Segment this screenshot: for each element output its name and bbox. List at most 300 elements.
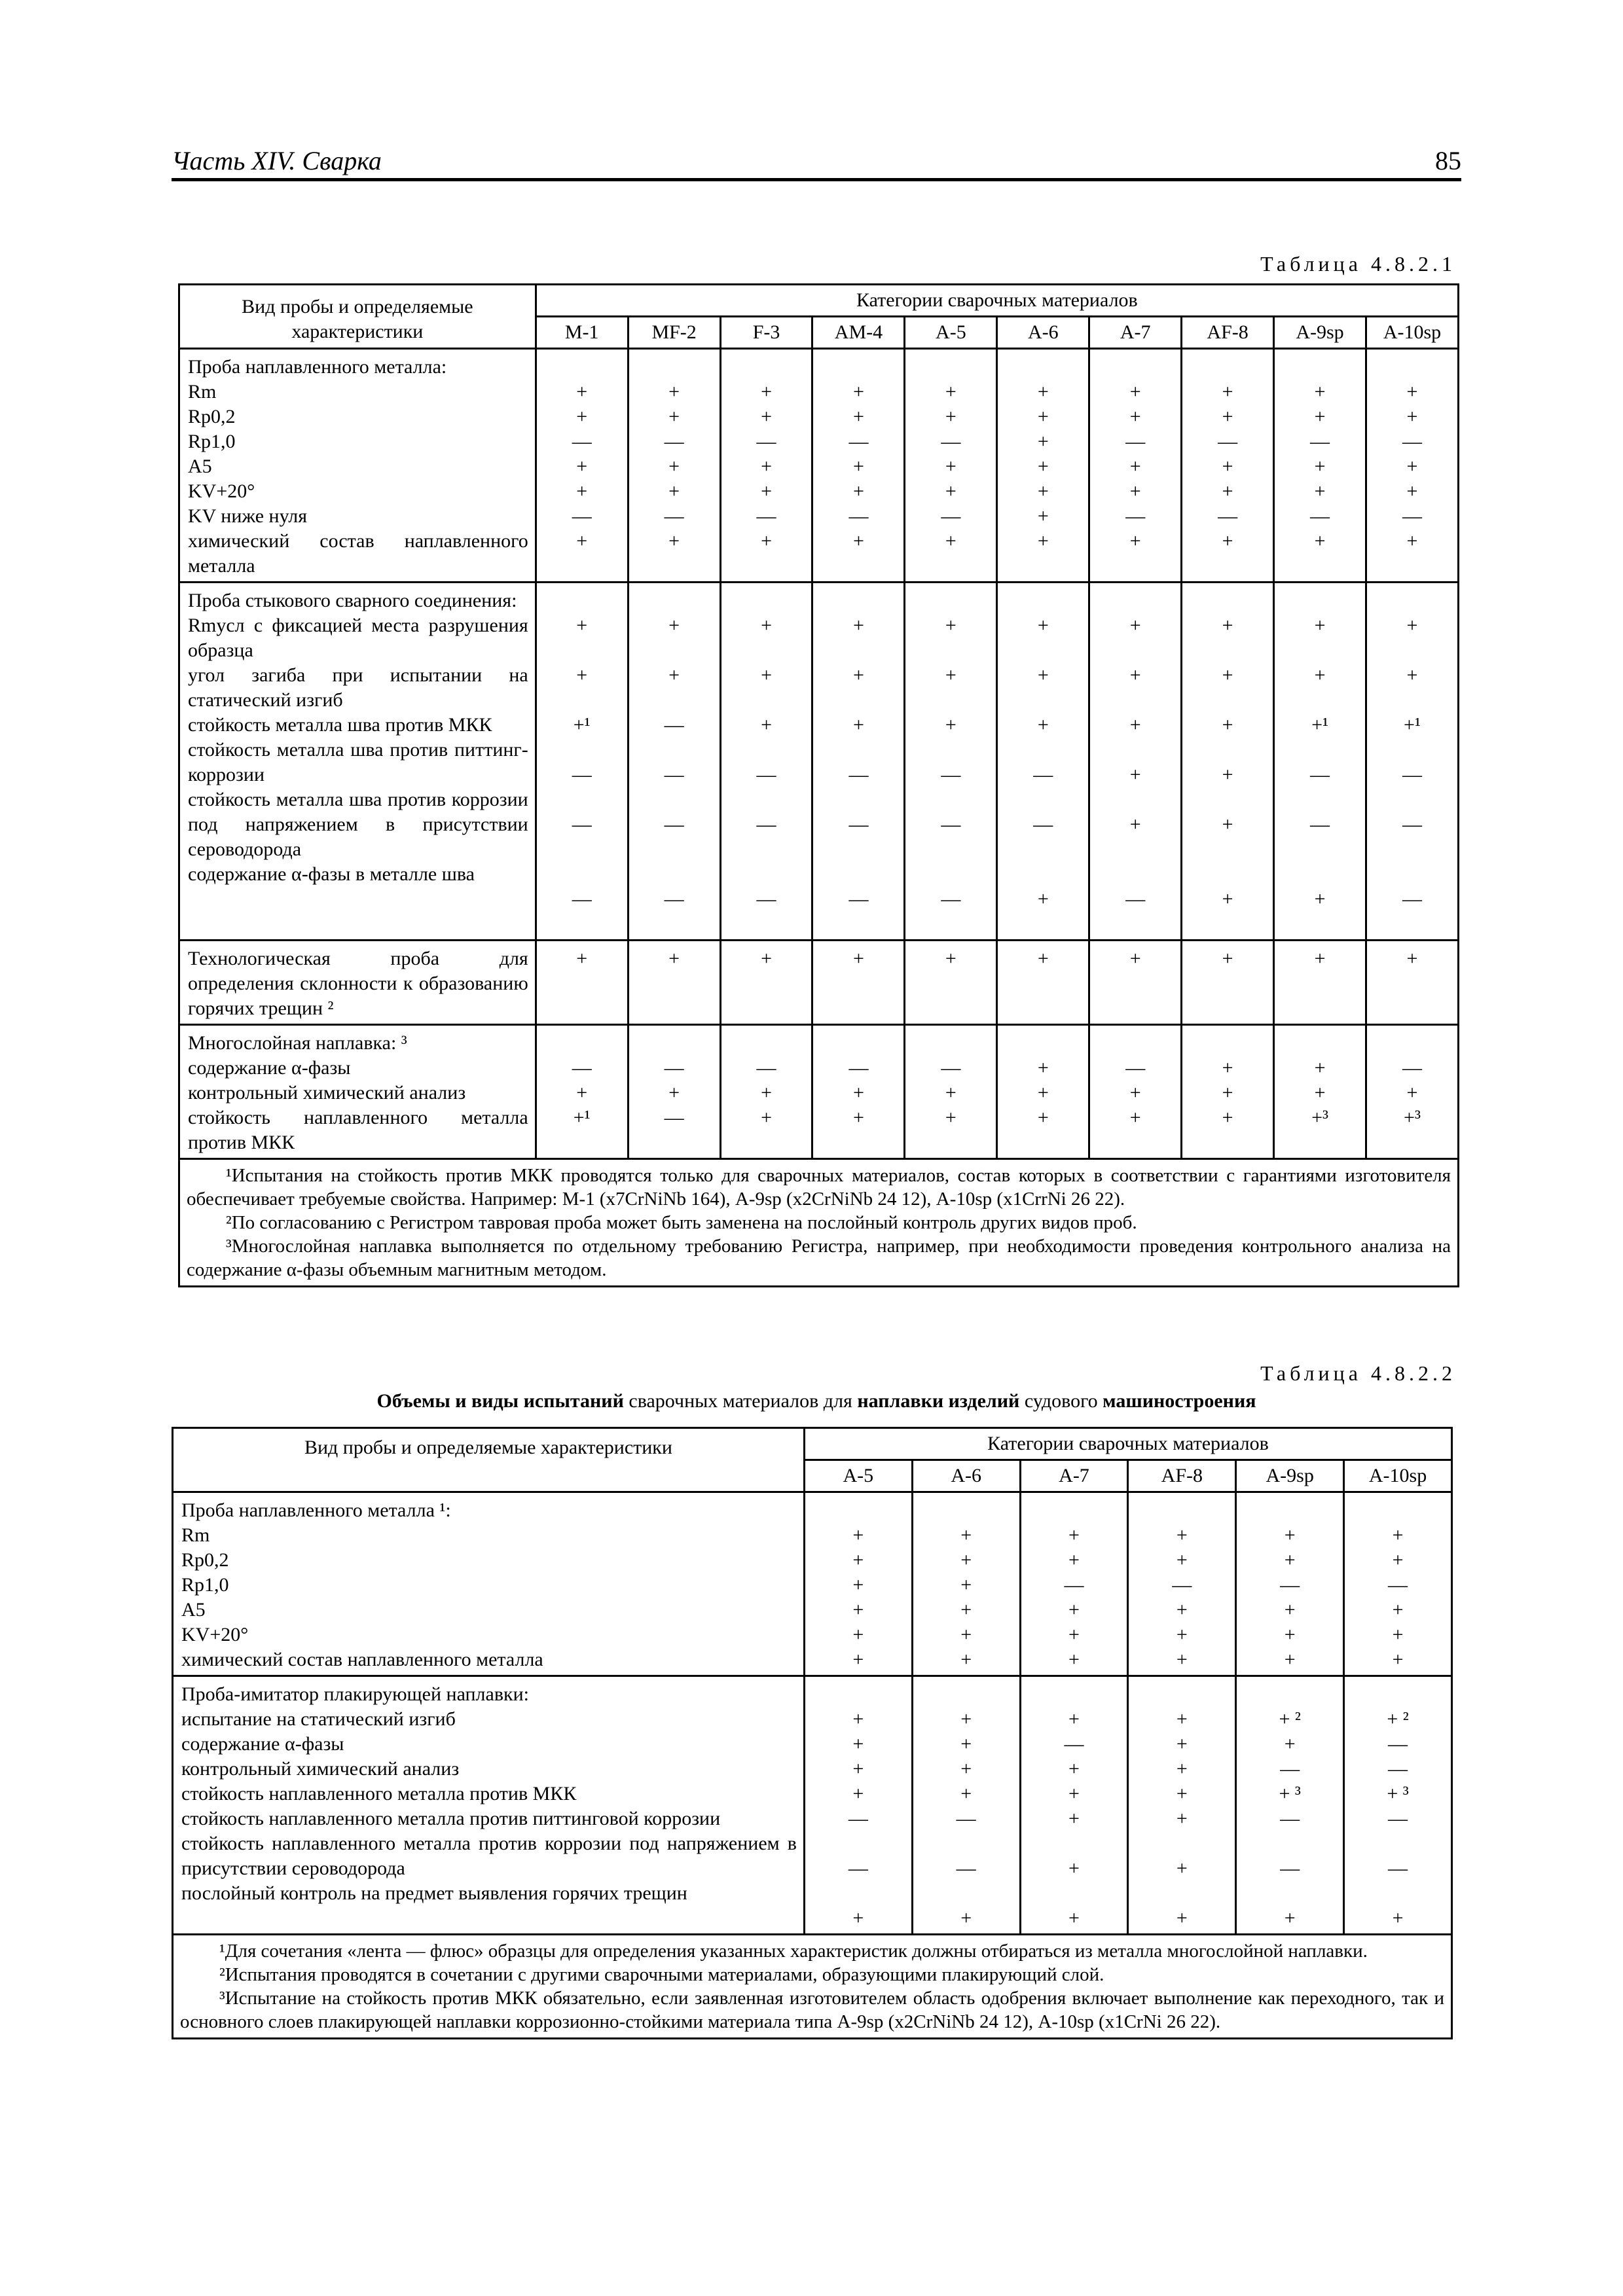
- cell-value: —: [1064, 1574, 1084, 1596]
- value-cell: [1089, 349, 1182, 583]
- cell-value: +: [576, 615, 588, 636]
- cell-value: +: [945, 948, 957, 969]
- cell-value: +: [668, 1082, 680, 1103]
- row-label: Rmусл с фиксацией места разрушения образца: [188, 615, 528, 661]
- cell-value: +: [1068, 1907, 1080, 1929]
- cell-value: +: [1406, 948, 1418, 969]
- cell-value: —: [1125, 431, 1146, 452]
- cell-value: —: [1402, 814, 1422, 835]
- cell-value: +: [1222, 480, 1233, 502]
- cell-value: +: [1176, 1808, 1188, 1829]
- cell-value: —: [572, 431, 592, 452]
- cell-value: +: [576, 1082, 588, 1103]
- value-cell: [536, 941, 628, 1025]
- spacer: [913, 1682, 1019, 1707]
- row-label: A5: [188, 456, 212, 477]
- cell-value: +: [1284, 1907, 1296, 1929]
- value-cell: [1274, 941, 1366, 1025]
- table2-title-part2: сварочных материалов для: [623, 1390, 858, 1412]
- cell-value: +: [1037, 714, 1049, 736]
- row-label: контрольный химический анализ: [181, 1758, 460, 1780]
- cell-value: +: [945, 714, 957, 736]
- footnote: ²По согласованию с Регистром тавровая проба может быть заменена на послойный контроль других видов проб.: [226, 1212, 1137, 1233]
- cell-value: +: [576, 664, 588, 686]
- cell-value: +: [1037, 948, 1049, 969]
- value-cell: [1344, 1676, 1452, 1935]
- cell-value: —: [1402, 431, 1422, 452]
- group-title: Многослойная наплавка: ³: [188, 1032, 407, 1054]
- value-cell: [997, 583, 1089, 941]
- cell-value: +: [1129, 714, 1141, 736]
- row-label: химический состав наплавленного металла: [188, 530, 528, 577]
- cell-value: +: [1068, 1624, 1080, 1645]
- cell-value: —: [572, 814, 592, 835]
- property-cell: [179, 941, 536, 1025]
- spacer: [998, 1031, 1088, 1056]
- value-cell: [912, 1676, 1020, 1935]
- cell-value: +: [668, 530, 680, 552]
- cell-value: +: [1222, 381, 1233, 403]
- value-cell: [905, 349, 997, 583]
- group-title: Проба наплавленного металла ¹:: [181, 1499, 451, 1521]
- cell-value: +: [761, 714, 772, 736]
- cell-value: +: [1406, 530, 1418, 552]
- cell-value: +: [1406, 1082, 1418, 1103]
- table2-title-part5: машиностроения: [1103, 1390, 1256, 1412]
- group-title: Проба наплавленного металла:: [188, 356, 447, 378]
- cell-value: —: [1280, 1758, 1300, 1780]
- column-header: A-6: [997, 317, 1089, 349]
- cell-value: +: [1176, 1524, 1188, 1546]
- value-cell: [1089, 1025, 1182, 1159]
- cell-value: —: [572, 888, 592, 910]
- footnote: ³Испытание на стойкость против МКК обязательно, если заявленная изготовителем область одобрения включает выполнение как переходного, так и основного слоев плакирующей наплавки коррозионно-стойкими материала типа А-9sp (x2CrNiNb 24 12), А-10sp (x1CrNi 26 22).: [180, 1988, 1444, 2032]
- cell-value: +: [1068, 1783, 1080, 1804]
- table-row-group: [173, 1492, 1452, 1676]
- cell-value: +: [1284, 1624, 1296, 1645]
- cell-value: —: [848, 1857, 868, 1879]
- cell-value: +: [1037, 381, 1049, 403]
- cell-value: +: [761, 456, 772, 477]
- cell-value: +¹: [573, 1107, 591, 1128]
- value-cell: [1182, 1025, 1274, 1159]
- cell-value: +: [945, 615, 957, 636]
- value-cell: [536, 349, 628, 583]
- cell-value: +: [852, 714, 864, 736]
- cell-value: —: [756, 814, 776, 835]
- value-cell: [812, 349, 905, 583]
- cell-value: +: [852, 456, 864, 477]
- spacer: [905, 588, 996, 613]
- cell-value: —: [956, 1857, 976, 1879]
- cell-value: +: [1129, 406, 1141, 427]
- cell-value: +: [1406, 456, 1418, 477]
- cell-value: +: [761, 1107, 772, 1128]
- spacer: [905, 1031, 996, 1056]
- cell-value: +: [1037, 1057, 1049, 1079]
- cell-value: —: [848, 431, 869, 452]
- cell-value: +: [1222, 664, 1233, 686]
- cell-value: +: [852, 1624, 864, 1645]
- cell-value: —: [1310, 431, 1330, 452]
- cell-value: +: [945, 480, 957, 502]
- table-row-group: [179, 941, 1459, 1025]
- column-header: F-3: [720, 317, 812, 349]
- group-title: Проба-имитатор плакирующей наплавки:: [181, 1683, 529, 1705]
- value-cell: [720, 941, 812, 1025]
- cell-value: +: [945, 381, 957, 403]
- cell-value: —: [756, 505, 776, 527]
- spacer: [721, 355, 812, 380]
- spacer: [1367, 1031, 1457, 1056]
- cell-value: +: [1129, 480, 1141, 502]
- value-cell: [905, 941, 997, 1025]
- cell-value: —: [572, 1057, 592, 1079]
- table1-header-categories: Категории сварочных материалов: [536, 285, 1458, 317]
- cell-value: +: [1222, 1107, 1233, 1128]
- cell-value: +: [1176, 1599, 1188, 1621]
- cell-value: +: [852, 1783, 864, 1804]
- cell-value: +: [668, 664, 680, 686]
- column-header: AM-4: [812, 317, 905, 349]
- spacer: [813, 1031, 903, 1056]
- cell-value: +: [1129, 664, 1141, 686]
- cell-value: +: [960, 1574, 972, 1596]
- value-cell: [1236, 1676, 1344, 1935]
- cell-value: +¹: [573, 714, 591, 736]
- spacer: [913, 1498, 1019, 1523]
- cell-value: —: [1388, 1758, 1408, 1780]
- row-label: Rp1,0: [181, 1574, 229, 1596]
- column-header: A-9sp: [1236, 1460, 1344, 1492]
- spacer: [1182, 588, 1273, 613]
- row-label: Rm: [181, 1524, 210, 1546]
- table-row-group: [179, 583, 1459, 941]
- cell-value: +: [1392, 1649, 1404, 1670]
- spacer: [1237, 1682, 1343, 1707]
- cell-value: —: [1310, 764, 1330, 785]
- cell-value: —: [1388, 1574, 1408, 1596]
- cell-value: —: [848, 888, 869, 910]
- table-row-group: [179, 349, 1459, 583]
- cell-value: +: [852, 530, 864, 552]
- cell-value: +: [1314, 480, 1326, 502]
- table2-caption: Таблица 4.8.2.2: [1260, 1361, 1456, 1385]
- table2-title-part3: наплавки изделий: [857, 1390, 1020, 1412]
- cell-value: +: [1406, 615, 1418, 636]
- row-label: KV ниже нуля: [188, 505, 308, 527]
- table-row-group: [179, 1025, 1459, 1159]
- row-label: Технологическая проба для определения склонности к образованию горячих трещин ²: [188, 948, 528, 1019]
- value-cell: [628, 1025, 720, 1159]
- value-cell: [997, 1025, 1089, 1159]
- cell-value: +: [668, 456, 680, 477]
- value-cell: [1366, 941, 1458, 1025]
- value-cell: [720, 583, 812, 941]
- column-header: A-6: [912, 1460, 1020, 1492]
- cell-value: +: [960, 1907, 972, 1929]
- cell-value: —: [1402, 505, 1422, 527]
- cell-value: —: [664, 1107, 684, 1128]
- table2-header-categories: Категории сварочных материалов: [804, 1428, 1451, 1460]
- spacer: [1129, 1682, 1235, 1707]
- cell-value: +: [1176, 1549, 1188, 1571]
- table2: [172, 1427, 1453, 2039]
- table1-header-property: Вид пробы и определяемые характеристики: [179, 285, 536, 349]
- table-row-group: [173, 1676, 1452, 1935]
- cell-value: —: [1388, 1857, 1408, 1879]
- cell-value: +: [1284, 1549, 1296, 1571]
- row-label: стойкость наплавленного металла против питтинговой коррозии: [181, 1808, 721, 1829]
- cell-value: +: [945, 530, 957, 552]
- column-header: A-9sp: [1274, 317, 1366, 349]
- table2-title: [172, 1390, 1461, 1412]
- spacer: [1182, 1031, 1273, 1056]
- value-cell: [1020, 1676, 1128, 1935]
- value-cell: [536, 1025, 628, 1159]
- cell-value: +: [945, 1107, 957, 1128]
- cell-value: +: [945, 456, 957, 477]
- spacer: [805, 1498, 911, 1523]
- table1-header-row: [179, 285, 1459, 317]
- row-label: содержание α-фазы: [181, 1733, 344, 1755]
- spacer: [537, 588, 627, 613]
- cell-value: + ³: [1387, 1783, 1409, 1804]
- row-label: Rp1,0: [188, 431, 236, 452]
- cell-value: +: [1222, 406, 1233, 427]
- cell-value: +: [960, 1783, 972, 1804]
- row-label: A5: [181, 1599, 206, 1621]
- cell-value: +: [852, 1574, 864, 1596]
- cell-value: —: [1310, 505, 1330, 527]
- cell-value: +: [576, 948, 588, 969]
- cell-value: +: [761, 615, 772, 636]
- value-cell: [905, 583, 997, 941]
- cell-value: +: [1222, 888, 1233, 910]
- spacer: [1090, 1031, 1180, 1056]
- cell-value: +: [852, 664, 864, 686]
- cell-value: —: [941, 814, 961, 835]
- value-cell: [1182, 349, 1274, 583]
- footnote: ³Многослойная наплавка выполняется по отдельному требованию Регистра, например, при необходимости проведения контрольного анализа на содержание α-фазы объемным магнитным методом.: [187, 1236, 1451, 1280]
- cell-value: —: [756, 888, 776, 910]
- spacer: [537, 1031, 627, 1056]
- cell-value: —: [1402, 888, 1422, 910]
- group-title: Проба стыкового сварного соединения:: [188, 590, 517, 611]
- cell-value: +: [1314, 664, 1326, 686]
- cell-value: +: [1129, 764, 1141, 785]
- cell-value: +: [945, 664, 957, 686]
- cell-value: + ²: [1279, 1708, 1301, 1730]
- value-cell: [628, 349, 720, 583]
- cell-value: +: [1176, 1758, 1188, 1780]
- cell-value: +: [761, 480, 772, 502]
- spacer: [1275, 1031, 1365, 1056]
- footnotes: [173, 1935, 1452, 2039]
- cell-value: +: [1068, 1599, 1080, 1621]
- cell-value: +: [960, 1599, 972, 1621]
- cell-value: —: [1310, 814, 1330, 835]
- row-label: KV+20°: [188, 480, 255, 502]
- cell-value: +: [1222, 1082, 1233, 1103]
- column-header: A-7: [1089, 317, 1182, 349]
- cell-value: +: [1392, 1599, 1404, 1621]
- cell-value: +: [1129, 948, 1141, 969]
- cell-value: —: [848, 1808, 868, 1829]
- cell-value: +: [1222, 456, 1233, 477]
- cell-value: —: [1125, 888, 1146, 910]
- cell-value: +: [1129, 1107, 1141, 1128]
- cell-value: +: [852, 615, 864, 636]
- cell-value: +: [761, 530, 772, 552]
- row-label: контрольный химический анализ: [188, 1082, 466, 1103]
- column-header: A-10sp: [1344, 1460, 1452, 1492]
- value-cell: [1089, 941, 1182, 1025]
- cell-value: +: [576, 381, 588, 403]
- cell-value: +: [1176, 1907, 1188, 1929]
- cell-value: +: [668, 615, 680, 636]
- cell-value: +: [960, 1624, 972, 1645]
- value-cell: [1089, 583, 1182, 941]
- property-cell: [173, 1492, 805, 1676]
- spacer: [1345, 1682, 1451, 1707]
- cell-value: +: [1037, 505, 1049, 527]
- value-cell: [997, 349, 1089, 583]
- value-cell: [812, 941, 905, 1025]
- column-header: M-1: [536, 317, 628, 349]
- notes-row: [179, 1159, 1459, 1287]
- cell-value: —: [756, 764, 776, 785]
- cell-value: +: [576, 406, 588, 427]
- cell-value: +: [1068, 1758, 1080, 1780]
- table1: [178, 283, 1459, 1287]
- cell-value: —: [941, 764, 961, 785]
- spacer: [813, 588, 903, 613]
- cell-value: +: [761, 381, 772, 403]
- cell-value: +: [1284, 1524, 1296, 1546]
- cell-value: +: [576, 480, 588, 502]
- row-label: испытание на статический изгиб: [181, 1708, 456, 1730]
- row-label: стойкость металла шва против питтинг-коррозии: [188, 739, 528, 785]
- cell-value: —: [572, 505, 592, 527]
- cell-value: +: [852, 1549, 864, 1571]
- property-cell: [179, 1025, 536, 1159]
- value-cell: [997, 941, 1089, 1025]
- cell-value: —: [1172, 1574, 1192, 1596]
- cell-value: —: [1064, 1733, 1084, 1755]
- cell-value: +: [1176, 1733, 1188, 1755]
- cell-value: +: [1406, 406, 1418, 427]
- cell-value: —: [664, 431, 684, 452]
- column-header: A-7: [1020, 1460, 1128, 1492]
- row-label: Rp0,2: [188, 406, 236, 427]
- spacer: [1129, 1498, 1235, 1523]
- cell-value: + ²: [1387, 1708, 1409, 1730]
- page-number: 85: [1435, 146, 1461, 175]
- cell-value: +: [1176, 1857, 1188, 1879]
- cell-value: +: [852, 1649, 864, 1670]
- cell-value: +: [761, 1082, 772, 1103]
- cell-value: —: [664, 888, 684, 910]
- cell-value: +: [761, 664, 772, 686]
- page-title: Часть XIV. Сварка: [172, 146, 382, 175]
- value-cell: [1274, 349, 1366, 583]
- spacer: [805, 1682, 911, 1707]
- cell-value: —: [1388, 1733, 1408, 1755]
- cell-value: +: [852, 480, 864, 502]
- spacer: [1275, 355, 1365, 380]
- cell-value: —: [956, 1808, 976, 1829]
- notes-row: [173, 1935, 1452, 2039]
- spacer: [1090, 588, 1180, 613]
- cell-value: +: [1314, 530, 1326, 552]
- cell-value: +: [945, 406, 957, 427]
- cell-value: —: [1388, 1808, 1408, 1829]
- spacer: [998, 355, 1088, 380]
- cell-value: +: [1314, 406, 1326, 427]
- value-cell: [804, 1676, 912, 1935]
- row-label: стойкость наплавленного металла против МКК: [188, 1107, 528, 1153]
- value-cell: [905, 1025, 997, 1159]
- spacer: [721, 1031, 812, 1056]
- footnote: ¹Испытания на стойкость против МКК проводятся только для сварочных материалов, состав которых в соответствии с гарантиями изготовителя обеспечивает требуемые свойства. Например: М-1 (x7CrNiNb 164), А-9sp (x2CrNiNb 24 12), А-10sp (x1CrrNi 26 22).: [187, 1165, 1451, 1210]
- cell-value: +: [1314, 1082, 1326, 1103]
- table1-caption: Таблица 4.8.2.1: [1260, 252, 1456, 276]
- value-cell: [912, 1492, 1020, 1676]
- cell-value: +¹: [1404, 714, 1421, 736]
- column-header: A-5: [804, 1460, 912, 1492]
- cell-value: +: [1314, 381, 1326, 403]
- cell-value: +: [852, 1107, 864, 1128]
- cell-value: —: [1402, 1057, 1422, 1079]
- cell-value: +: [1222, 615, 1233, 636]
- spacer: [1182, 355, 1273, 380]
- row-label: химический состав наплавленного металла: [181, 1649, 543, 1670]
- row-label: стойкость металла шва против МКК: [188, 714, 492, 736]
- cell-value: +: [1037, 1082, 1049, 1103]
- spacer: [1021, 1682, 1127, 1707]
- value-cell: [628, 941, 720, 1025]
- column-header: AF-8: [1128, 1460, 1236, 1492]
- cell-value: + ³: [1279, 1783, 1301, 1804]
- cell-value: +: [960, 1649, 972, 1670]
- spacer: [1237, 1498, 1343, 1523]
- row-label: Rp0,2: [181, 1549, 229, 1571]
- cell-value: —: [756, 1057, 776, 1079]
- cell-value: +: [960, 1758, 972, 1780]
- cell-value: +: [1176, 1783, 1188, 1804]
- cell-value: +: [1392, 1907, 1404, 1929]
- cell-value: +: [1129, 381, 1141, 403]
- value-cell: [1344, 1492, 1452, 1676]
- cell-value: +: [668, 406, 680, 427]
- value-cell: [720, 1025, 812, 1159]
- cell-value: +³: [1404, 1107, 1421, 1128]
- value-cell: [1182, 941, 1274, 1025]
- cell-value: +: [1284, 1649, 1296, 1670]
- cell-value: +: [1392, 1624, 1404, 1645]
- column-header: MF-2: [628, 317, 720, 349]
- cell-value: +: [576, 456, 588, 477]
- cell-value: —: [572, 764, 592, 785]
- spacer: [1367, 355, 1457, 380]
- cell-value: +: [1068, 1708, 1080, 1730]
- cell-value: —: [848, 1057, 869, 1079]
- row-label: стойкость наплавленного металла против коррозии под напряжением в присутствии сероводорода: [181, 1833, 797, 1879]
- cell-value: —: [941, 505, 961, 527]
- spacer: [905, 355, 996, 380]
- row-label: угол загиба при испытании на статический изгиб: [188, 664, 528, 711]
